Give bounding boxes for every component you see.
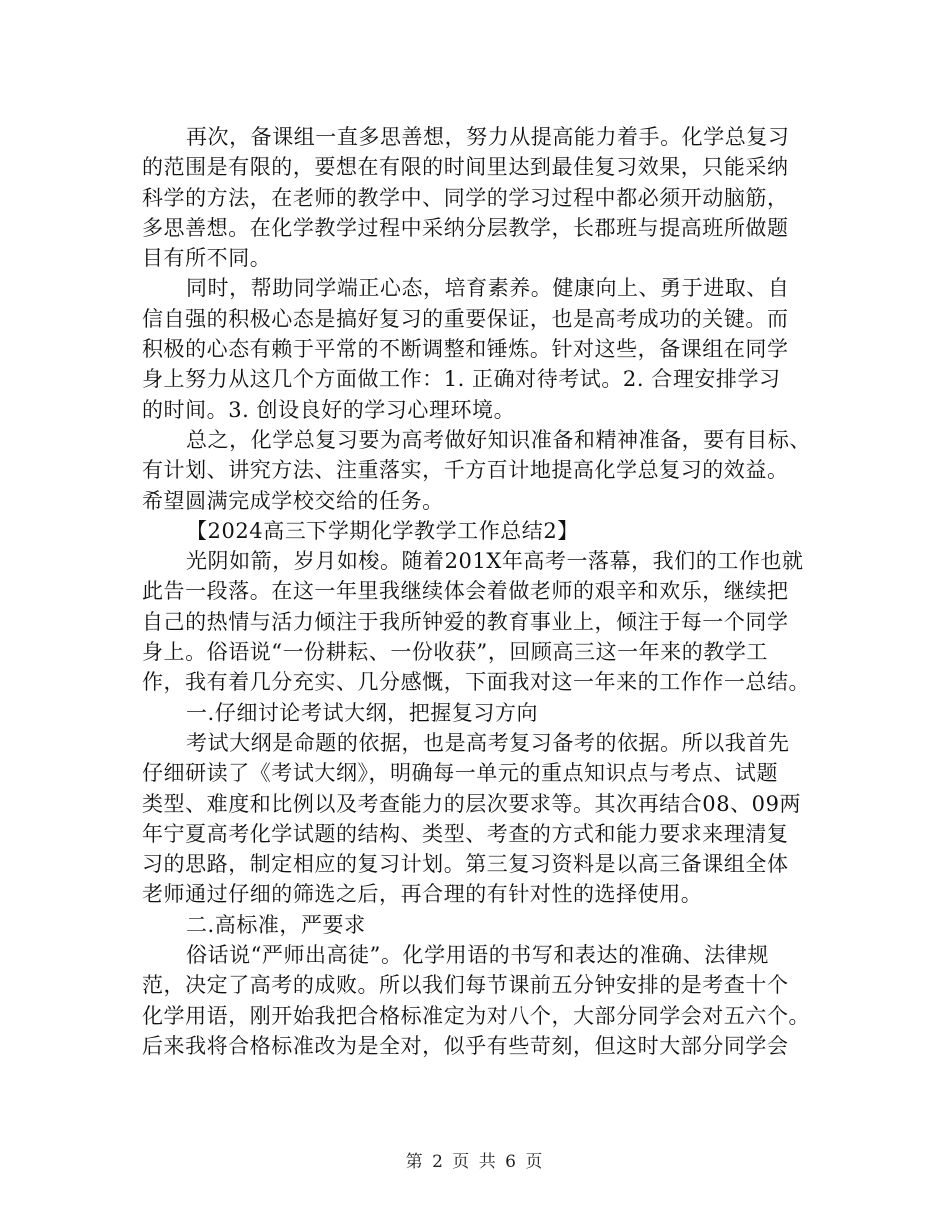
- text-line: 身上努力从这几个方面做工作：1. 正确对待考试。2. 合理安排学习: [142, 367, 781, 392]
- text-line: 目有所不同。: [142, 246, 272, 271]
- text-line: 的时间。3. 创设良好的学习心理环境。: [142, 397, 516, 422]
- text-line: 类型、难度和比例以及考查能力的层次要求等。其次再结合08、09两: [142, 791, 802, 816]
- subsection-heading: 二.高标准，严要求: [186, 912, 366, 937]
- subsection-heading: 一.仔细讨论考试大纲，把握复习方向: [186, 700, 539, 725]
- text-line: 光阴如箭，岁月如梭。随着201X年高考一落幕，我们的工作也就: [186, 549, 804, 574]
- text-line: 信自强的积极心态是搞好复习的重要保证，也是高考成功的关键。而: [142, 306, 789, 331]
- text-line: 同时，帮助同学端正心态，培育素养。健康向上、勇于进取、自: [186, 276, 790, 301]
- text-line: 总之，化学总复习要为高考做好知识准备和精神准备，要有目标、: [186, 427, 811, 452]
- text-line: 考试大纲是命题的依据，也是高考复习备考的依据。所以我首先: [186, 730, 790, 755]
- page-number: 第 2 页 共 6 页: [405, 1152, 545, 1172]
- text-line: 科学的方法，在老师的教学中、同学的学习过程中都必须开动脑筋，: [142, 185, 789, 210]
- document-body: [142, 122, 811, 1061]
- text-line: 的范围是有限的，要想在有限的时间里达到最佳复习效果，只能采纳: [142, 155, 789, 180]
- text-line: 多思善想。在化学教学过程中采纳分层教学，长郡班与提高班所做题: [142, 215, 789, 240]
- text-line: 作，我有着几分充实、几分感慨，下面我对这一年来的工作作一总结。: [142, 670, 811, 695]
- text-line: 俗话说“严师出高徒”。化学用语的书写和表达的准确、法律规: [186, 943, 769, 968]
- text-line: 再次，备课组一直多思善想，努力从提高能力着手。化学总复习: [186, 125, 790, 149]
- text-line: 希望圆满完成学校交给的任务。: [142, 488, 444, 513]
- text-line: 身上。俗语说“一份耕耘、一份收获”，回顾高三这一年来的教学工: [142, 640, 768, 665]
- text-line: 仔细研读了《考试大纲》，明确每一单元的重点知识点与考点、试题: [142, 761, 778, 786]
- text-line: 自己的热情与活力倾注于我所钟爱的教育事业上，倾注于每一个同学: [142, 609, 789, 634]
- text-line: 老师通过仔细的筛选之后，再合理的有针对性的选择使用。: [142, 882, 703, 907]
- text-line: 习的思路，制定相应的复习计划。第三复习资料是以高三备课组全体: [142, 852, 789, 877]
- section-heading: 【2024高三下学期化学教学工作总结2】: [186, 518, 579, 543]
- text-line: 范，决定了高考的成败。所以我们每节课前五分钟安排的是考查十个: [142, 973, 789, 998]
- text-line: 年宁夏高考化学试题的结构、类型、考查的方式和能力要求来理清复: [142, 821, 789, 846]
- text-line: 后来我将合格标准改为是全对，似乎有些苛刻，但这时大部分同学会: [142, 1033, 789, 1058]
- text-line: 积极的心态有赖于平常的不断调整和锤炼。针对这些，备课组在同学: [142, 337, 789, 362]
- text-line: 有计划、讲究方法、注重落实，千方百计地提高化学总复习的效益。: [142, 458, 789, 483]
- text-line: 化学用语，刚开始我把合格标准定为对八个，大部分同学会对五六个。: [142, 1003, 811, 1028]
- text-line: 此告一段落。在这一年里我继续体会着做老师的艰辛和欢乐，继续把: [142, 579, 789, 604]
